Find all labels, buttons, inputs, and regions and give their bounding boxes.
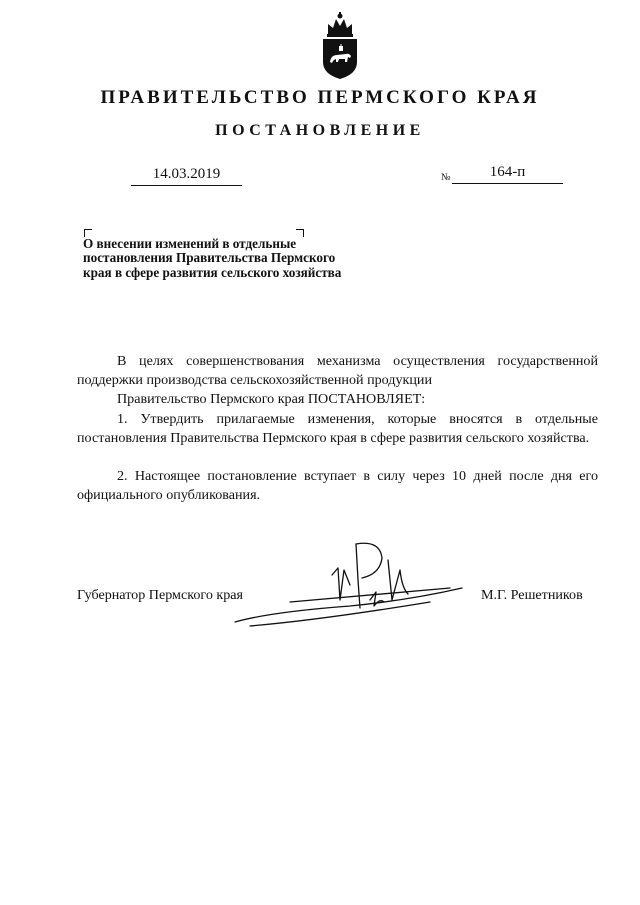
- document-number: 164-п: [452, 163, 563, 184]
- body-paragraph: В целях совершенствования механизма осуществления государственной поддержки производства сельскохозяйственной продукции: [77, 353, 598, 388]
- government-title: ПРАВИТЕЛЬСТВО ПЕРМСКОГО КРАЯ: [100, 87, 540, 108]
- handwritten-signature-icon: [230, 530, 470, 630]
- document-type-title: ПОСТАНОВЛЕНИЕ: [215, 122, 425, 139]
- document-date: 14.03.2019: [131, 165, 242, 186]
- body-paragraph: 1. Утвердить прилагаемые изменения, которые вносятся в отдельные постановления Правительства Пермского края в сфере развития сельского хозяйства.: [77, 411, 598, 446]
- document-subject: О внесении изменений в отдельные постановления Правительства Пермского края в сфере развития сельского хозяйства: [83, 236, 342, 280]
- signatory-position: Губернатор Пермского края: [77, 587, 244, 603]
- body-paragraph: Правительство Пермского края ПОСТАНОВЛЯЕТ:: [117, 391, 426, 407]
- signatory-name: М.Г. Решетников: [481, 587, 583, 603]
- subject-corner-right: [296, 229, 304, 237]
- number-sign: №: [441, 172, 451, 183]
- perm-krai-coat-of-arms-icon: [318, 10, 362, 80]
- body-paragraph: 2. Настоящее постановление вступает в силу через 10 дней после дня его официального опубликования.: [77, 468, 598, 503]
